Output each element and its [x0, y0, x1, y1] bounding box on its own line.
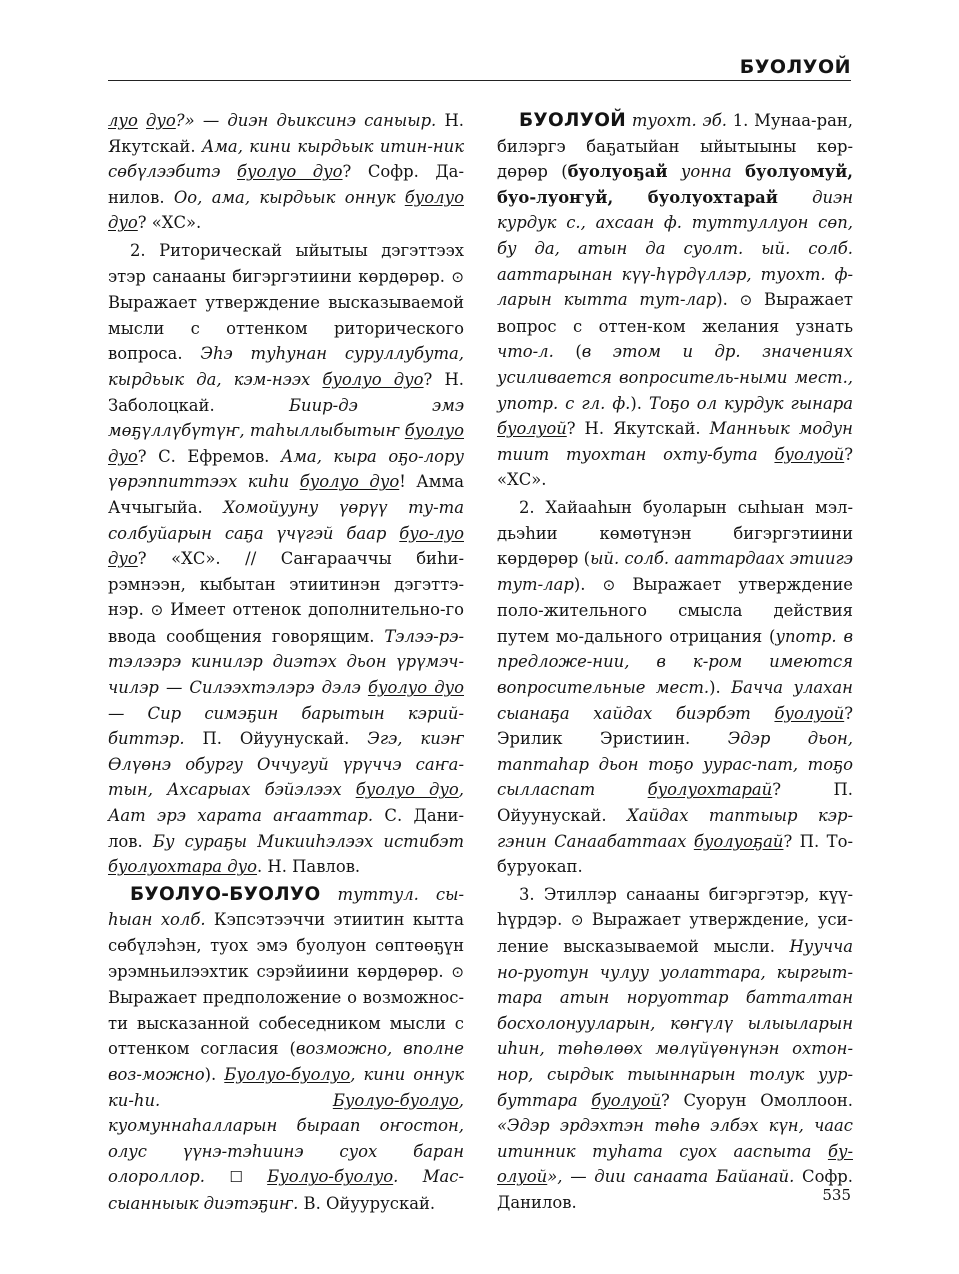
text-run: ).	[716, 290, 740, 310]
text-run: , кини оннук ки-һи.	[108, 1064, 464, 1110]
text-run: ).	[709, 678, 732, 698]
text-run: буолуо дуо	[355, 780, 459, 800]
text-run: что-л.	[497, 342, 554, 362]
bullet-icon: ☐	[229, 1168, 243, 1187]
text-run: ).	[573, 574, 603, 594]
text-run: Имеет оттенок дополнительно-го ввода сообщения говорящим.	[108, 600, 464, 646]
text-run: Тоҕо ол курдук гынара	[648, 393, 853, 413]
text-run: буолуо дуо	[322, 369, 424, 389]
bullet-icon: ⊙	[451, 962, 464, 981]
text-run: буолуо дуо	[108, 187, 464, 233]
text-run: луо	[108, 111, 138, 130]
headword: БУОЛУОЙ	[519, 110, 627, 131]
text-run: Выражает утверждение поло-жительного смысла действия путем мо-дального отрицания (	[497, 574, 853, 646]
text-run: буолуой	[497, 419, 567, 439]
text-run	[243, 1167, 267, 1186]
bullet-icon: ⊙	[451, 267, 464, 286]
text-run: Н. Якутскай.	[108, 111, 464, 156]
text-run: буолуомуй, буо-луоҥуй, буолуохтарай	[497, 162, 853, 207]
text-run: Кэпсэтээччи этиитин кытта сөбүлэһэн, туох эмэ буолуон сөптөөҕүн эрэмньилээхтик сэрэйиини көрдөрөр.	[108, 910, 464, 981]
text-run: Эдэр дьон, таптаһар дьон тоҕо уурас-пат, тоҕо сылласпат	[497, 729, 853, 800]
text-run: ?» — диэн дьиксинэ саныыр.	[175, 111, 445, 130]
headword-entry	[497, 108, 853, 493]
text-run: бу-олуой	[497, 1141, 853, 1187]
text-run: — Сир симэҕин барытын кэрий-биттэр.	[108, 703, 464, 749]
text-run: возможно, вполне воз-можно	[108, 1039, 464, 1084]
text-run: . Н. Павлов.	[257, 857, 361, 877]
text-run: диэн курдук с., ахсаан ф. туттуллуон сөп, бу да, атын да суолт. ый. солб. ааттарынан күү-һүрдүллэр, туохт. ф-ларын кытта тут-лар	[497, 187, 853, 310]
text-run: буо-луо дуо	[108, 523, 464, 569]
text-run: 2. Хайааһын буоларын сыһыан мэл-дьэһии көмөтүнэн бигэргэтиини көрдөрөр (	[497, 497, 853, 569]
text-run: , Аат эрэ харата аҥааттар.	[108, 780, 464, 826]
text-run	[138, 111, 146, 130]
text-run: Буолуо-буолуо	[224, 1064, 351, 1084]
text-run: Выражает утверждение, уси-ление высказываемой мысли.	[497, 910, 853, 956]
text-run: Эгэ, киэҥ Өлүөнэ обургу Оччугуй үрүччэ саҥа-тын, Ахсарыах бэйэлээх	[108, 729, 464, 800]
text-run: ? П. То-буруокап.	[497, 831, 853, 877]
text-run: употр. в предложе-нии, в к-ром имеются вопросительные мест.	[497, 626, 853, 698]
text-run: буолуохтара дуо	[108, 857, 257, 877]
text-run: ? Н. Заболоцкай.	[108, 369, 464, 415]
entry-paragraph	[108, 108, 464, 236]
text-run: ? Софр. Да-нилов.	[108, 162, 464, 207]
text-run: уонна	[667, 162, 746, 182]
text-run: ! Амма Аччыгыйа.	[108, 472, 464, 517]
text-run: Манньык модун тиит туохтан охту-бута	[497, 419, 853, 464]
text-run: Ама, кыра оҕо-лору үөрэппиттээх киһи	[108, 446, 464, 492]
text-run: 3. Этиллэр санааны бигэргэтэр, күү-һүрдэр.	[497, 884, 853, 930]
text-run: буолуохтарай	[647, 780, 773, 800]
text-run: Буолуо-буолуо	[267, 1167, 394, 1187]
text-run: ? С. Ефремов.	[137, 446, 281, 466]
text-run: , куомуннаһалларын быраап оҥостон, олус үүнэ-тэһиинэ суох баран олороллор.	[108, 1090, 464, 1187]
text-run: ? «ХС». // Саҥарааччы биһи-рэмнээн, кыбытан этиитинэн дэгэттэ-нэр.	[108, 549, 464, 620]
left-column	[108, 108, 464, 1217]
text-run: ? Эрилик Эристиин.	[497, 703, 853, 749]
text-run: Выражает предположение о возможнос-ти высказанной собеседником мысли с оттенком согласия (	[108, 988, 464, 1059]
text-run: (	[553, 342, 582, 362]
bullet-icon: ⊙	[570, 911, 584, 930]
text-run: Нуучча но-руотун чулуу уолаттара, кыргыт-тара атын норуоттар батталтан босхолонууларын, көҥүлү ылыыларын иһин, төһөлөөх мөлүйүөнүнэн охтон-нор, сырдык тыыннарын толук уур-буттара	[497, 937, 853, 1110]
text-run: ? «ХС».	[137, 213, 202, 233]
text-run: Бу сураҕы Микииһэлээх истибэт	[152, 831, 464, 851]
text-run: ).	[204, 1064, 225, 1084]
page-number: 535	[822, 1186, 851, 1204]
text-run: дуо	[146, 111, 176, 130]
text-run: буолуой	[774, 444, 845, 464]
running-head: БУОЛУОЙ	[739, 56, 851, 78]
text-run: Биир-дэ эмэ мөҕүллүбүтүҥ, таһыллыбытыҥ	[108, 395, 465, 441]
text-run: С. Дани-лов.	[108, 806, 464, 851]
entry-paragraph	[108, 238, 464, 880]
text-run: буолуой	[591, 1090, 662, 1110]
text-run: ? Суорун Омоллоон.	[661, 1090, 854, 1110]
text-run: буолуо дуо	[299, 472, 400, 492]
text-run: . Мас-сыанныык диэтэҕиҥ.	[108, 1167, 464, 1213]
headword-entry	[108, 882, 464, 1217]
entry-paragraph	[497, 495, 853, 880]
text-run: П. Ойуунускай.	[202, 729, 368, 749]
text-run: туттул. сы-һыан холб.	[108, 884, 464, 930]
text-run: Выражает утверждение высказываемой мысли с оттенком риторического вопроса.	[108, 293, 464, 364]
text-run: Оо, ама, кырдьык оннук	[173, 187, 405, 207]
text-run: буолуо дуо	[237, 162, 343, 182]
text-run: буолуоҕай	[693, 831, 784, 851]
text-run: Баччa улахан сыанаҕа хайдах биэрбэт	[497, 678, 853, 723]
text-run: буолуоҕай	[567, 162, 668, 182]
text-run: буолуой	[774, 703, 845, 723]
text-run: ).	[630, 393, 649, 413]
text-run: Хомойууну үөрүү ту-та солбуйарын саҕа үчүгэй баар	[108, 497, 465, 543]
bullet-icon: ⊙	[150, 601, 164, 620]
text-run: Хайдах таптыыр кэр-гэнин Санаабаттаах	[497, 806, 853, 851]
text-run: Буолуо-буолуо	[332, 1090, 459, 1110]
text-run: », — дии санаата Байанай.	[547, 1167, 803, 1187]
text-run: Эһэ туһунан суруллубута, кырдьык да, кэм-нээх	[108, 344, 464, 389]
text-run: буолуо дуо	[108, 421, 464, 466]
text-run: буолуо дуо	[367, 678, 464, 698]
text-run: ? «ХС».	[497, 444, 853, 490]
text-run: ? Н. Якутскай.	[566, 419, 710, 439]
text-run: 2. Риторическай ыйытыы дэгэттээх этэр санааны бигэргэтиини көрдөрөр.	[108, 240, 464, 286]
text-run: ? П. Ойуунускай.	[497, 780, 853, 826]
bullet-icon: ⊙	[739, 291, 753, 310]
text-run: Софр. Данилов.	[497, 1167, 853, 1212]
header-rule	[108, 80, 851, 81]
entry-paragraph	[497, 882, 853, 1216]
bullet-icon: ⊙	[602, 575, 616, 594]
text-run: туохт. эб.	[626, 111, 733, 130]
text-run: ый. солб. ааттардаах этиигэ тут-лар	[497, 549, 853, 594]
text-run: 1. Мунаа-ран, билэргэ баҕатыйан ыйытыыны көр-дөрөр (	[497, 111, 853, 182]
text-run: Выражает вопрос с оттен-ком желания узнать	[497, 290, 853, 336]
text-run: Ама, кини кырдьык итин-ник сөбүлээбитэ	[108, 136, 464, 182]
text-run: «Эдэр эрдэхтэн төһө элбэх күн, чаас итинник туһата суох ааспыта	[497, 1116, 853, 1161]
text-run: Тэлээ-рэ-тэлээрэ кинилэр диэтэх дьон үрүмэч-чилэр — Силээхтэлэрэ дэлэ	[108, 626, 464, 698]
text-run: В. Ойуурускай.	[303, 1193, 436, 1213]
headword: БУОЛУО-БУОЛУО	[130, 883, 321, 905]
text-run: в этом и др. значениях усиливается вопроситель-ными мест., употр. с гл. ф.	[497, 342, 854, 413]
right-column	[497, 108, 853, 1216]
